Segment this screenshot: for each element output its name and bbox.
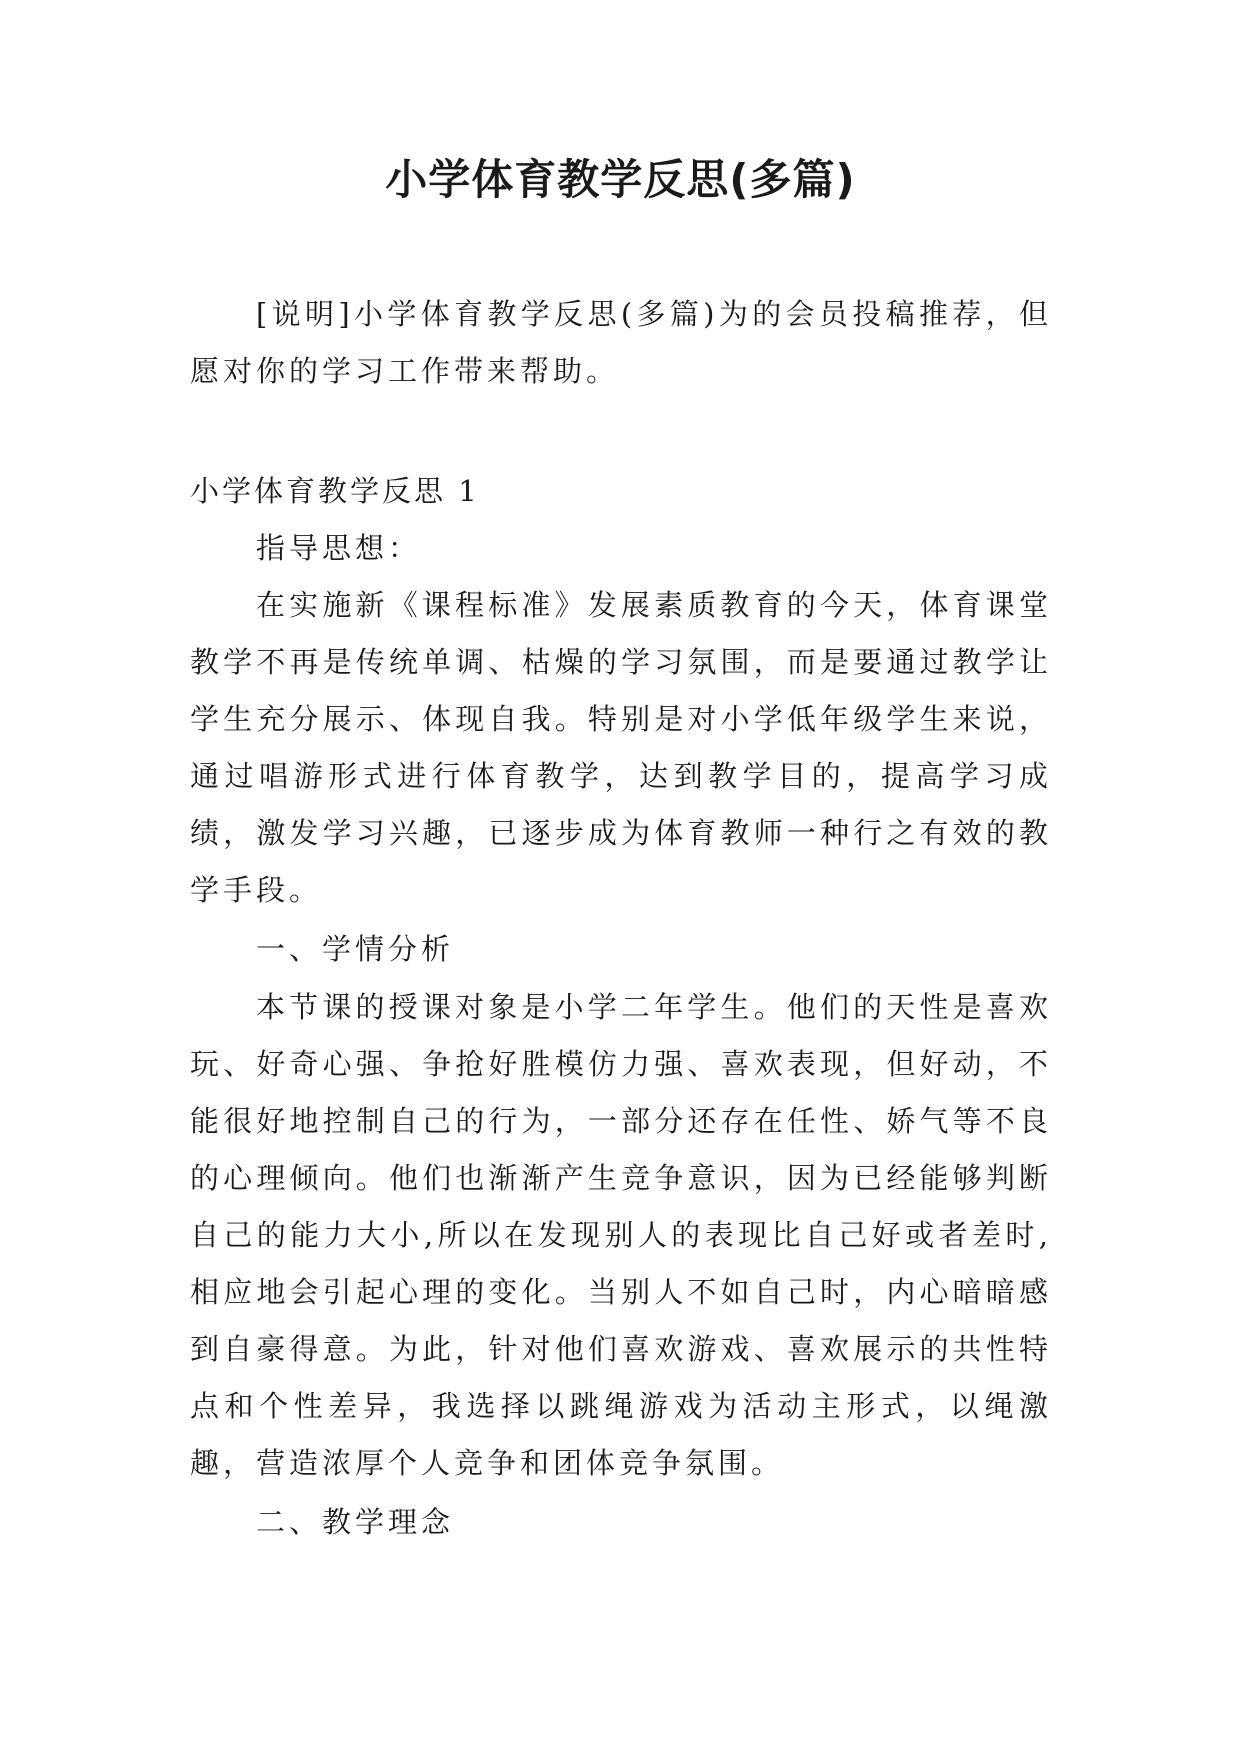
guide-heading: 指导思想：: [256, 531, 422, 565]
intro-paragraph: 在实施新《课程标准》发展素质教育的今天，体育课堂教学不再是传统单调、枯燥的学习氛围，而是要通过教学让学生充分展示、体现自我。特别是对小学低年级学生来说，通过唱游形式进行体育教学，达到教学目的，提高学习成绩，激发学习兴趣，已逐步成为体育教师一种行之有效的教学手段。: [190, 588, 1052, 907]
document-title: 小学体育教学反思(多篇): [385, 155, 856, 204]
section1-heading: 一、学情分析: [256, 932, 455, 966]
section-heading: 小学体育教学反思 1: [190, 474, 480, 508]
section2-heading: 二、教学理念: [256, 1505, 455, 1539]
note-paragraph: [说明]小学体育教学反思(多篇)为的会员投稿推荐，但愿对你的学习工作带来帮助。: [190, 297, 1052, 388]
analysis-paragraph: 本节课的授课对象是小学二年学生。他们的天性是喜欢玩、好奇心强、争抢好胜模仿力强、喜欢表现，但好动，不能很好地控制自己的行为，一部分还存在任性、娇气等不良的心理倾向。他们也渐渐产生竞争意识，因为已经能够判断自己的能力大小,所以在发现别人的表现比自己好或者差时,相应地会引起心理的变化。当别人不如自己时，内心暗暗感到自豪得意。为此，针对他们喜欢游戏、喜欢展示的共性特点和个性差异，我选择以跳绳游戏为活动主形式，以绳激趣，营造浓厚个人竞争和团体竞争氛围。: [190, 990, 1052, 1480]
